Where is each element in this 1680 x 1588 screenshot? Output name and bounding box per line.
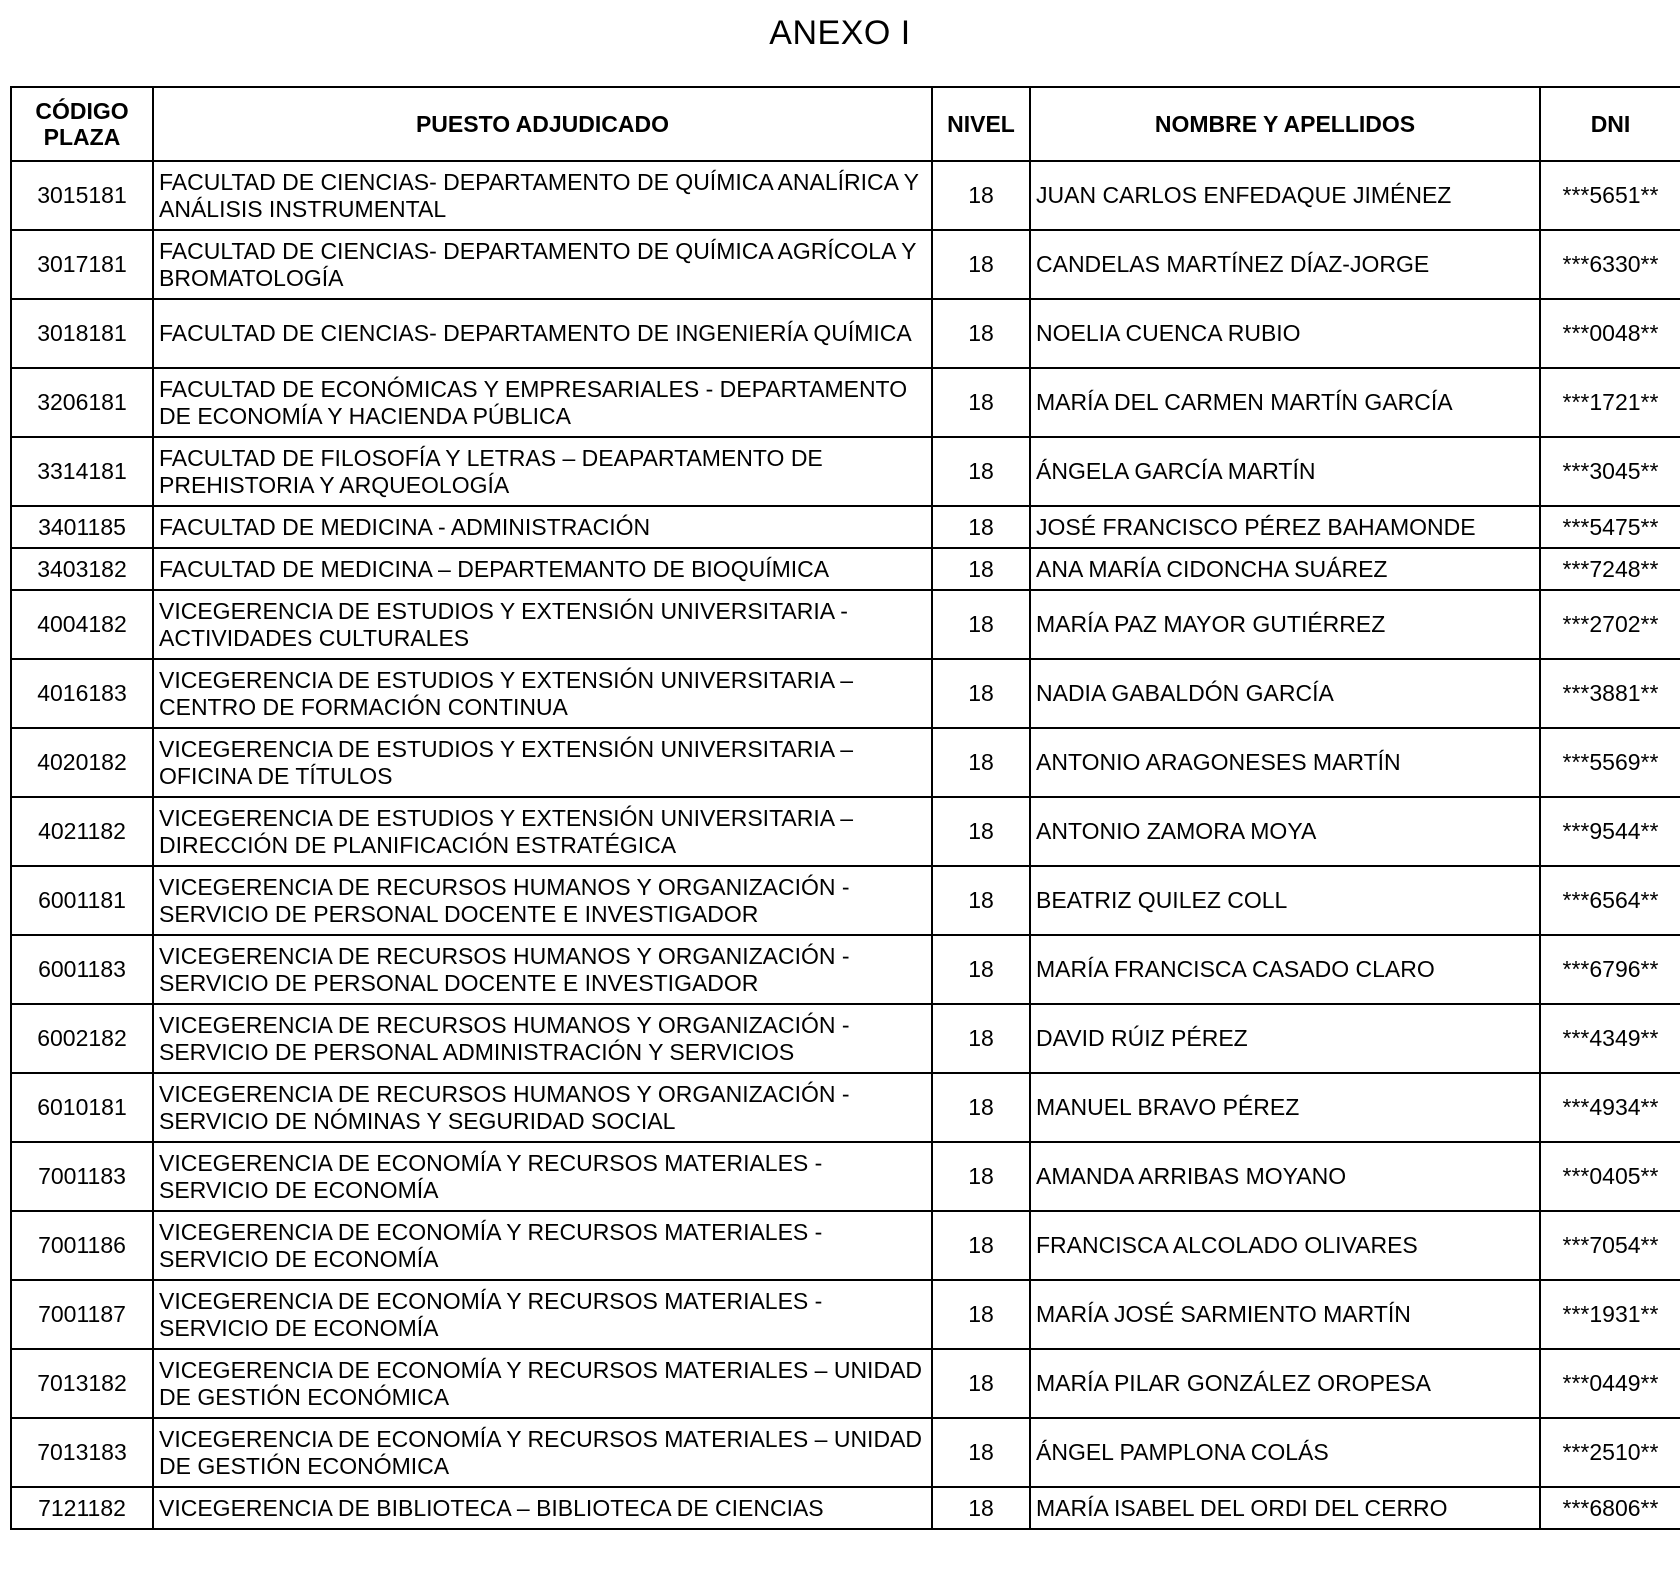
cell-nombre: MARÍA ISABEL DEL ORDI DEL CERRO — [1030, 1487, 1540, 1529]
table-row — [11, 1280, 1680, 1349]
table-row — [11, 728, 1680, 797]
cell-dni: ***0048** — [1540, 299, 1680, 368]
cell-nivel: 18 — [932, 1280, 1030, 1349]
cell-puesto: FACULTAD DE MEDICINA - ADMINISTRACIÓN — [153, 506, 932, 548]
cell-puesto: FACULTAD DE ECONÓMICAS Y EMPRESARIALES - DEPARTAMENTO DE ECONOMÍA Y HACIENDA PÚBLICA — [153, 368, 932, 437]
cell-dni: ***6806** — [1540, 1487, 1680, 1529]
cell-nivel: 18 — [932, 1142, 1030, 1211]
cell-nombre: MARÍA JOSÉ SARMIENTO MARTÍN — [1030, 1280, 1540, 1349]
table-row — [11, 1487, 1680, 1529]
cell-nombre: AMANDA ARRIBAS MOYANO — [1030, 1142, 1540, 1211]
table-row — [11, 161, 1680, 230]
table-row — [11, 1211, 1680, 1280]
cell-nombre: MARÍA DEL CARMEN MARTÍN GARCÍA — [1030, 368, 1540, 437]
cell-puesto: FACULTAD DE CIENCIAS- DEPARTAMENTO DE INGENIERÍA QUÍMICA — [153, 299, 932, 368]
cell-dni: ***7054** — [1540, 1211, 1680, 1280]
table-row — [11, 368, 1680, 437]
cell-nombre: ANTONIO ZAMORA MOYA — [1030, 797, 1540, 866]
cell-codigo: 7001187 — [11, 1280, 153, 1349]
cell-codigo: 7013183 — [11, 1418, 153, 1487]
cell-dni: ***1931** — [1540, 1280, 1680, 1349]
cell-nivel: 18 — [932, 1349, 1030, 1418]
cell-nombre: JOSÉ FRANCISCO PÉREZ BAHAMONDE — [1030, 506, 1540, 548]
cell-nivel: 18 — [932, 590, 1030, 659]
cell-codigo: 4016183 — [11, 659, 153, 728]
cell-nombre: MANUEL BRAVO PÉREZ — [1030, 1073, 1540, 1142]
table-row — [11, 797, 1680, 866]
cell-puesto: VICEGERENCIA DE ECONOMÍA Y RECURSOS MATERIALES - SERVICIO DE ECONOMÍA — [153, 1211, 932, 1280]
cell-codigo: 4004182 — [11, 590, 153, 659]
table-row — [11, 659, 1680, 728]
cell-codigo: 6001181 — [11, 866, 153, 935]
table-row — [11, 548, 1680, 590]
table-row — [11, 1073, 1680, 1142]
cell-codigo: 3206181 — [11, 368, 153, 437]
header-puesto: PUESTO ADJUDICADO — [153, 87, 932, 161]
cell-dni: ***3045** — [1540, 437, 1680, 506]
cell-codigo: 7121182 — [11, 1487, 153, 1529]
cell-nivel: 18 — [932, 437, 1030, 506]
cell-codigo: 3401185 — [11, 506, 153, 548]
cell-nombre: NOELIA CUENCA RUBIO — [1030, 299, 1540, 368]
cell-nivel: 18 — [932, 866, 1030, 935]
cell-nombre: ANTONIO ARAGONESES MARTÍN — [1030, 728, 1540, 797]
cell-dni: ***3881** — [1540, 659, 1680, 728]
cell-nivel: 18 — [932, 797, 1030, 866]
table-row — [11, 299, 1680, 368]
cell-nivel: 18 — [932, 230, 1030, 299]
cell-codigo: 3015181 — [11, 161, 153, 230]
cell-nivel: 18 — [932, 548, 1030, 590]
cell-nivel: 18 — [932, 1073, 1030, 1142]
table-row — [11, 506, 1680, 548]
cell-puesto: FACULTAD DE CIENCIAS- DEPARTAMENTO DE QUÍMICA ANALÍRICA Y ANÁLISIS INSTRUMENTAL — [153, 161, 932, 230]
cell-nivel: 18 — [932, 299, 1030, 368]
table-header-row — [11, 87, 1680, 161]
table-row — [11, 1418, 1680, 1487]
cell-dni: ***5651** — [1540, 161, 1680, 230]
cell-codigo: 3314181 — [11, 437, 153, 506]
cell-puesto: VICEGERENCIA DE ECONOMÍA Y RECURSOS MATERIALES – UNIDAD DE GESTIÓN ECONÓMICA — [153, 1349, 932, 1418]
cell-puesto: VICEGERENCIA DE RECURSOS HUMANOS Y ORGANIZACIÓN - SERVICIO DE PERSONAL ADMINISTRACIÓN Y SERVICIOS — [153, 1004, 932, 1073]
header-codigo-label: CÓDIGO PLAZA — [35, 98, 129, 150]
cell-nombre: CANDELAS MARTÍNEZ DÍAZ-JORGE — [1030, 230, 1540, 299]
table-row — [11, 935, 1680, 1004]
table-row — [11, 1004, 1680, 1073]
cell-dni: ***4349** — [1540, 1004, 1680, 1073]
cell-nombre: ÁNGEL PAMPLONA COLÁS — [1030, 1418, 1540, 1487]
cell-nombre: ANA MARÍA CIDONCHA SUÁREZ — [1030, 548, 1540, 590]
cell-nombre: DAVID RÚIZ PÉREZ — [1030, 1004, 1540, 1073]
cell-puesto: FACULTAD DE FILOSOFÍA Y LETRAS – DEAPARTAMENTO DE PREHISTORIA Y ARQUEOLOGÍA — [153, 437, 932, 506]
annex-table — [10, 86, 1680, 1530]
cell-puesto: VICEGERENCIA DE ECONOMÍA Y RECURSOS MATERIALES - SERVICIO DE ECONOMÍA — [153, 1280, 932, 1349]
cell-nivel: 18 — [932, 506, 1030, 548]
cell-nivel: 18 — [932, 1004, 1030, 1073]
cell-puesto: VICEGERENCIA DE BIBLIOTECA – BIBLIOTECA DE CIENCIAS — [153, 1487, 932, 1529]
table-row — [11, 1142, 1680, 1211]
cell-dni: ***5569** — [1540, 728, 1680, 797]
cell-puesto: VICEGERENCIA DE ESTUDIOS Y EXTENSIÓN UNIVERSITARIA – OFICINA DE TÍTULOS — [153, 728, 932, 797]
cell-dni: ***0405** — [1540, 1142, 1680, 1211]
table-row — [11, 437, 1680, 506]
cell-nivel: 18 — [932, 161, 1030, 230]
cell-dni: ***2702** — [1540, 590, 1680, 659]
cell-codigo: 3018181 — [11, 299, 153, 368]
cell-puesto: VICEGERENCIA DE RECURSOS HUMANOS Y ORGANIZACIÓN - SERVICIO DE PERSONAL DOCENTE E INVESTIGADOR — [153, 866, 932, 935]
cell-codigo: 4021182 — [11, 797, 153, 866]
cell-dni: ***6330** — [1540, 230, 1680, 299]
cell-dni: ***4934** — [1540, 1073, 1680, 1142]
cell-dni: ***6564** — [1540, 866, 1680, 935]
cell-puesto: VICEGERENCIA DE ESTUDIOS Y EXTENSIÓN UNIVERSITARIA – CENTRO DE FORMACIÓN CONTINUA — [153, 659, 932, 728]
table-row — [11, 230, 1680, 299]
cell-nombre: MARÍA FRANCISCA CASADO CLARO — [1030, 935, 1540, 1004]
cell-puesto: VICEGERENCIA DE ECONOMÍA Y RECURSOS MATERIALES – UNIDAD DE GESTIÓN ECONÓMICA — [153, 1418, 932, 1487]
cell-puesto: VICEGERENCIA DE RECURSOS HUMANOS Y ORGANIZACIÓN - SERVICIO DE NÓMINAS Y SEGURIDAD SOCIAL — [153, 1073, 932, 1142]
cell-codigo: 3403182 — [11, 548, 153, 590]
cell-codigo: 6002182 — [11, 1004, 153, 1073]
cell-dni: ***1721** — [1540, 368, 1680, 437]
cell-dni: ***6796** — [1540, 935, 1680, 1004]
cell-codigo: 4020182 — [11, 728, 153, 797]
cell-nombre: NADIA GABALDÓN GARCÍA — [1030, 659, 1540, 728]
cell-dni: ***0449** — [1540, 1349, 1680, 1418]
header-nivel: NIVEL — [932, 87, 1030, 161]
cell-nivel: 18 — [932, 1487, 1030, 1529]
cell-nombre: ÁNGELA GARCÍA MARTÍN — [1030, 437, 1540, 506]
cell-codigo: 3017181 — [11, 230, 153, 299]
table-row — [11, 590, 1680, 659]
cell-nombre: MARÍA PAZ MAYOR GUTIÉRREZ — [1030, 590, 1540, 659]
cell-codigo: 7001183 — [11, 1142, 153, 1211]
cell-dni: ***7248** — [1540, 548, 1680, 590]
cell-nombre: FRANCISCA ALCOLADO OLIVARES — [1030, 1211, 1540, 1280]
cell-codigo: 6001183 — [11, 935, 153, 1004]
cell-nivel: 18 — [932, 1418, 1030, 1487]
cell-puesto: FACULTAD DE CIENCIAS- DEPARTAMENTO DE QUÍMICA AGRÍCOLA Y BROMATOLOGÍA — [153, 230, 932, 299]
table-row — [11, 1349, 1680, 1418]
cell-puesto: VICEGERENCIA DE ECONOMÍA Y RECURSOS MATERIALES - SERVICIO DE ECONOMÍA — [153, 1142, 932, 1211]
header-nombre: NOMBRE Y APELLIDOS — [1030, 87, 1540, 161]
cell-codigo: 6010181 — [11, 1073, 153, 1142]
cell-nombre: JUAN CARLOS ENFEDAQUE JIMÉNEZ — [1030, 161, 1540, 230]
cell-codigo: 7001186 — [11, 1211, 153, 1280]
cell-puesto: VICEGERENCIA DE ESTUDIOS Y EXTENSIÓN UNIVERSITARIA – DIRECCIÓN DE PLANIFICACIÓN ESTRATÉGICA — [153, 797, 932, 866]
cell-nivel: 18 — [932, 935, 1030, 1004]
cell-nombre: BEATRIZ QUILEZ COLL — [1030, 866, 1540, 935]
cell-dni: ***5475** — [1540, 506, 1680, 548]
cell-puesto: VICEGERENCIA DE ESTUDIOS Y EXTENSIÓN UNIVERSITARIA - ACTIVIDADES CULTURALES — [153, 590, 932, 659]
cell-puesto: FACULTAD DE MEDICINA – DEPARTEMANTO DE BIOQUÍMICA — [153, 548, 932, 590]
cell-nivel: 18 — [932, 368, 1030, 437]
cell-dni: ***9544** — [1540, 797, 1680, 866]
cell-nivel: 18 — [932, 659, 1030, 728]
page-title: ANEXO I — [769, 14, 911, 52]
header-codigo — [11, 87, 153, 161]
cell-puesto: VICEGERENCIA DE RECURSOS HUMANOS Y ORGANIZACIÓN - SERVICIO DE PERSONAL DOCENTE E INVESTIGADOR — [153, 935, 932, 1004]
cell-dni: ***2510** — [1540, 1418, 1680, 1487]
cell-nombre: MARÍA PILAR GONZÁLEZ OROPESA — [1030, 1349, 1540, 1418]
table-row — [11, 866, 1680, 935]
cell-nivel: 18 — [932, 728, 1030, 797]
cell-codigo: 7013182 — [11, 1349, 153, 1418]
cell-nivel: 18 — [932, 1211, 1030, 1280]
header-dni: DNI — [1540, 87, 1680, 161]
